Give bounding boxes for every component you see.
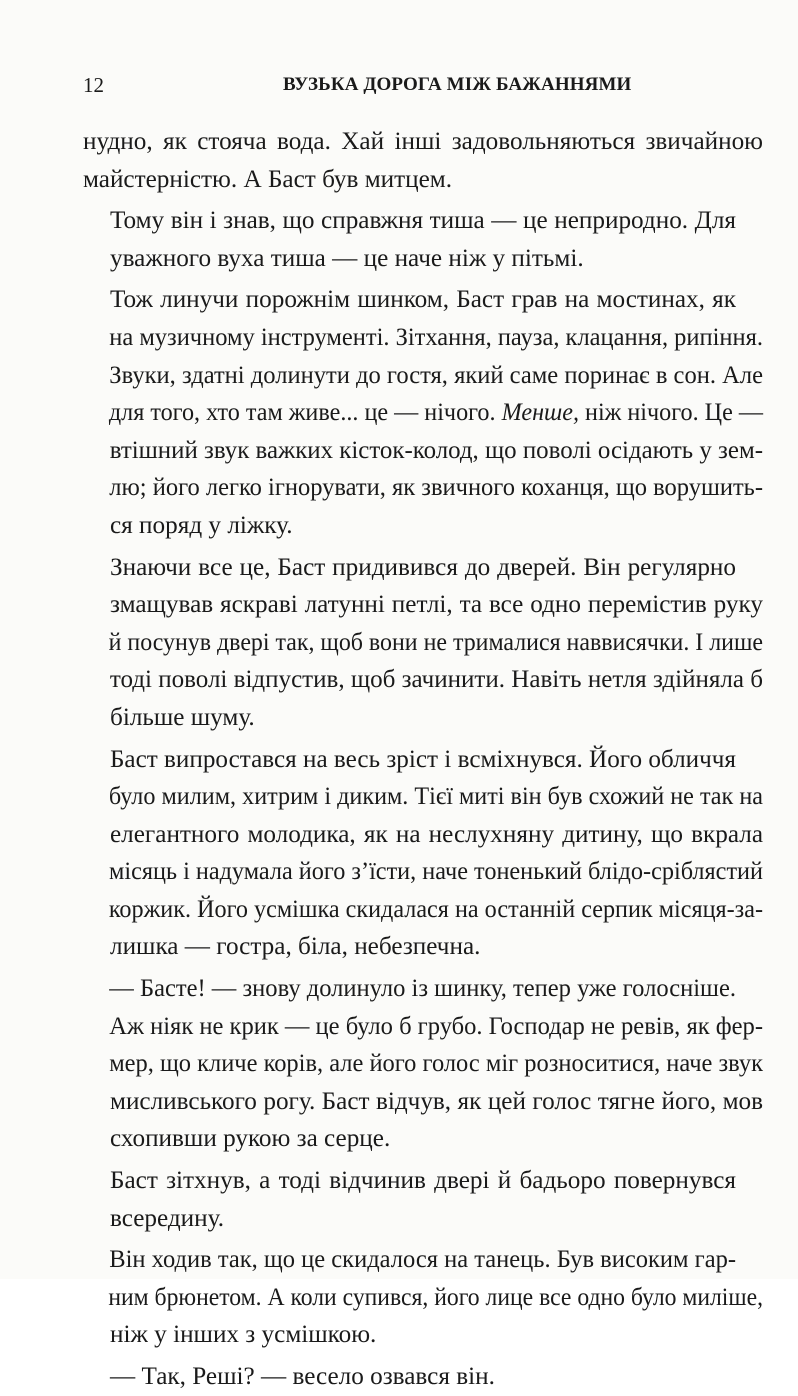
text-line: змащував яскраві латунні петлі, та все одно перемістив руку <box>110 591 763 619</box>
text-line: Тому він і знав, що справжня тиша — це неприродно. Для <box>110 207 736 235</box>
paragraph-6 <box>83 970 763 1158</box>
text-line: Він ходив так, що це скидалося на танець. Був високим гар- <box>109 1246 737 1274</box>
text-line-mixed <box>83 394 763 432</box>
italic-emphasis: Менше, <box>501 399 580 427</box>
text-line: — Басте! — знову долинуло із шинку, тепер уже голосніше. <box>109 975 737 1003</box>
paragraph-4 <box>83 549 763 737</box>
paragraph-2 <box>83 202 763 277</box>
text-line: елегантного молодика, як на неслухняну дитину, що вкрала <box>110 820 763 848</box>
text-line: лю; його легко ігнорувати, як звичного коханця, що ворушить- <box>109 474 763 502</box>
running-title: ВУЗЬКА ДОРОГА МІЖ БАЖАННЯМИ <box>283 74 632 95</box>
text-line: Баст зітхнув, а тоді відчинив двері й бадьоро повернувся <box>110 1167 736 1195</box>
text-line: Звуки, здатні долинути до гостя, який саме поринає в сон. Але <box>109 361 764 389</box>
text-line: — Так, Реші? — весело озвався він. <box>110 1363 495 1390</box>
text-line: Аж ніяк не крик — це було б грубо. Господар не ревів, як фер- <box>109 1012 764 1040</box>
text-line: майстерністю. А Баст був митцем. <box>83 165 453 193</box>
paragraph-3 <box>83 281 763 544</box>
text-line: ним брюнетом. А коли супився, його лице все одно було миліше, <box>108 1283 763 1311</box>
text-line: нудно, як стояча вода. Хай інші задовольняються звичайною <box>83 128 763 155</box>
text-line: місяць і надумала його з’їсти, наче тоненький блідо-сріблястий <box>108 858 764 886</box>
text-line: всередину. <box>110 1204 224 1232</box>
text-line: ніж у інших з усмішкою. <box>110 1321 377 1349</box>
text-line: уважного вуха тиша — це наче ніж у пітьмі. <box>110 244 584 272</box>
text-line: коржик. Його усмішка скидалася на останній серпик місяця-за- <box>108 895 763 923</box>
text-line: лишка — гостра, біла, небезпечна. <box>110 933 481 961</box>
text-line: мер, що кличе корів, але його голос міг розноситися, наче звук <box>109 1050 763 1078</box>
text-line: більше шуму. <box>110 703 255 731</box>
text-segment: ніж нічого. Це — <box>585 399 763 427</box>
page-body <box>83 123 763 1396</box>
text-line: й посунув двері так, щоб вони не трималися наввисячки. І лише <box>108 628 763 656</box>
text-segment: для того, хто там живе... це — нічого. <box>108 399 496 427</box>
text-line: на музичному інструменті. Зітхання, пауза, клацання, рипіння. <box>109 323 764 351</box>
paragraph-7 <box>83 1162 763 1237</box>
page-number: 12 <box>83 73 104 97</box>
text-line: Знаючи все це, Баст придивився до дверей. Він регулярно <box>110 553 736 581</box>
text-line: схопивши рукою за серце. <box>110 1125 391 1153</box>
paragraph-8 <box>83 1241 763 1354</box>
text-line: мисливського рогу. Баст відчув, як цей голос тягне його, мов <box>110 1087 763 1115</box>
text-line: втішний звук важких кісток-колод, що поволі осідають у зем- <box>109 436 763 464</box>
text-line: Тож линучи порожнім шинком, Баст грав на мостинах, як <box>110 286 736 314</box>
page-header <box>83 70 763 100</box>
text-line: тоді поволі відпустив, щоб зачинити. Навіть нетля здійняла б <box>109 666 763 694</box>
text-line: ся поряд у ліжку. <box>110 511 293 539</box>
paragraph-5 <box>83 741 763 967</box>
paragraph-9 <box>83 1358 763 1396</box>
paragraph-1 <box>83 123 763 198</box>
text-line: було милим, хитрим і диким. Тієї миті він був схожий не так на <box>108 783 763 811</box>
text-line: Баст випростався на весь зріст і всміхнувся. Його обличчя <box>109 745 736 773</box>
